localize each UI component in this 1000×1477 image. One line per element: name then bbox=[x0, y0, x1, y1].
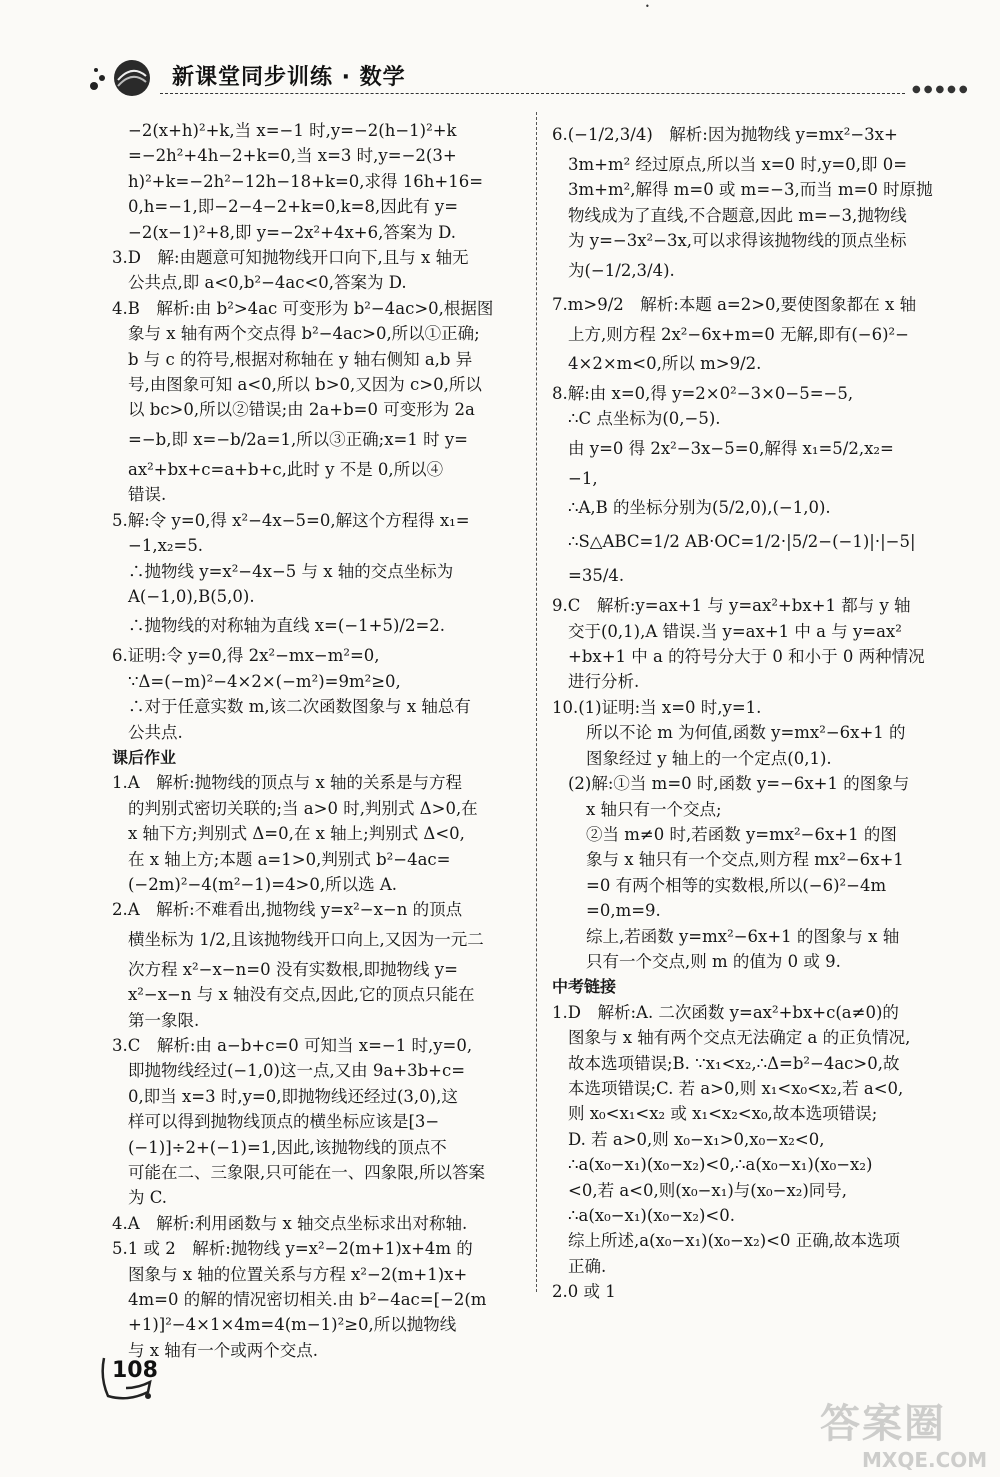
answer-line: ∴抛物线的对称轴为直线 x=(−1+5)/2=2. bbox=[128, 616, 446, 636]
answer-line: 1.D 解析:A. 二次函数 y=ax²+bx+c(a≠0)的 bbox=[552, 1002, 899, 1022]
answer-line: 5.1 或 2 解析:抛物线 y=x²−2(m+1)x+4m 的 bbox=[112, 1239, 473, 1259]
book-logo-icon bbox=[88, 56, 158, 100]
header-rule bbox=[160, 93, 905, 94]
answer-line: (2)解:①当 m=0 时,函数 y=−6x+1 的图象与 bbox=[568, 774, 910, 794]
answer-line: 9.C 解析:y=ax+1 与 y=ax²+bx+1 都与 y 轴 bbox=[552, 596, 911, 616]
answer-line: 为 C. bbox=[128, 1188, 168, 1208]
answer-line: ∴对于任意实数 m,该二次函数图象与 x 轴总有 bbox=[128, 697, 471, 717]
answer-line: −1, bbox=[568, 468, 598, 488]
answer-line: =35/4. bbox=[568, 566, 625, 586]
answer-line: 0,h=−1,即−2−4−2+k=0,k=8,因此有 y= bbox=[128, 197, 459, 217]
left-column bbox=[112, 118, 522, 1363]
answer-line: (−2m)²−4(m²−1)=4>0,所以选 A. bbox=[128, 874, 398, 894]
answer-line: ∴a(x₀−x₁)(x₀−x₂)<0,∴a(x₀−x₁)(x₀−x₂) bbox=[568, 1155, 873, 1175]
answer-line: 图象与 x 轴有两个交点无法确定 a 的正负情况, bbox=[568, 1028, 911, 1048]
answer-line: 综上所述,a(x₀−x₁)(x₀−x₂)<0 正确,故本选项 bbox=[568, 1231, 900, 1251]
answer-line: 公共点. bbox=[128, 722, 183, 742]
answer-line: 图象与 x 轴的位置关系与方程 x²−2(m+1)x+ bbox=[128, 1264, 468, 1284]
answer-line: 号,由图象可知 a<0,所以 b>0,又因为 c>0,所以 bbox=[128, 375, 482, 395]
page-header bbox=[0, 0, 1000, 110]
answer-line: 次方程 x²−x−n=0 没有实数根,即抛物线 y= bbox=[128, 959, 458, 979]
answer-line: 样可以得到抛物线顶点的横坐标应该是[3− bbox=[128, 1112, 440, 1132]
answer-line: 6.证明:令 y=0,得 2x²−mx−m²=0, bbox=[112, 646, 380, 666]
answer-line: +bx+1 中 a 的符号分大于 0 和小于 0 两种情况 bbox=[568, 647, 925, 667]
watermark-url: MXQE.COM bbox=[862, 1448, 988, 1472]
answer-line: 1.A 解析:抛物线的顶点与 x 轴的关系是与方程 bbox=[112, 773, 463, 793]
answer-line: 图象经过 y 轴上的一个定点(0,1). bbox=[586, 748, 832, 768]
answer-line: =−2h²+4h−2+k=0,当 x=3 时,y=−2(3+ bbox=[128, 146, 457, 166]
section-heading: 课后作业 bbox=[112, 747, 177, 767]
answer-line: 正确. bbox=[568, 1256, 607, 1276]
answer-line: 6.(−1/2,3/4) 解析:因为抛物线 y=mx²−3x+ bbox=[552, 125, 898, 144]
answer-line: 则 x₀<x₁<x₂ 或 x₁<x₂<x₀,故本选项错误; bbox=[568, 1104, 878, 1124]
right-column bbox=[552, 118, 964, 1305]
book-title: 新课堂同步训练 · 数学 bbox=[172, 65, 406, 90]
answer-line: 即抛物线经过(−1,0)这一点,又由 9a+3b+c= bbox=[128, 1061, 466, 1081]
answer-line: x 轴只有一个交点; bbox=[586, 799, 722, 819]
page-number: 108 bbox=[112, 1358, 158, 1383]
column-divider bbox=[536, 112, 537, 1292]
scan-speck: • bbox=[645, 2, 650, 11]
answer-line: 5.解:令 y=0,得 x²−4x−5=0,解这个方程得 x₁= bbox=[112, 510, 470, 530]
answer-line: ∴S△ABC=1/2 AB·OC=1/2·|5/2−(−1)|·|−5| bbox=[568, 532, 916, 552]
answer-line: <0,若 a<0,则(x₀−x₁)与(x₀−x₂)同号, bbox=[568, 1180, 848, 1200]
header-dots: ●●●●● bbox=[912, 84, 971, 95]
answer-line: D. 若 a>0,则 x₀−x₁>0,x₀−x₂<0, bbox=[568, 1129, 825, 1149]
answer-line: =0,m=9. bbox=[586, 901, 661, 921]
answer-line: −2(x−1)²+8,即 y=−2x²+4x+6,答案为 D. bbox=[128, 222, 456, 242]
answer-line: 4.B 解析:由 b²>4ac 可变形为 b²−4ac>0,根据图 bbox=[112, 298, 494, 318]
answer-line: 象与 x 轴只有一个交点,则方程 mx²−6x+1 bbox=[586, 850, 904, 870]
answer-line: x²−x−n 与 x 轴没有交点,因此,它的顶点只能在 bbox=[128, 985, 475, 1005]
answer-line: 3m+m²,解得 m=0 或 m=−3,而当 m=0 时原抛 bbox=[568, 180, 933, 200]
answer-line: ∵Δ=(−m)²−4×2×(−m²)=9m²≥0, bbox=[128, 671, 401, 691]
answer-line: 物线成为了直线,不合题意,因此 m=−3,抛物线 bbox=[568, 205, 907, 225]
answer-line: ∴a(x₀−x₁)(x₀−x₂)<0. bbox=[568, 1206, 735, 1225]
answer-line: 本选项错误;C. 若 a>0,则 x₁<x₀<x₂,若 a<0, bbox=[568, 1078, 904, 1098]
answer-line: 3.C 解析:由 a−b+c=0 可知当 x=−1 时,y=0, bbox=[112, 1036, 473, 1055]
answer-line: 交于(0,1),A 错误.当 y=ax+1 中 a 与 y=ax² bbox=[568, 621, 902, 641]
answer-line: x 轴下方;判别式 Δ=0,在 x 轴上;判别式 Δ<0, bbox=[128, 824, 465, 844]
answer-line: ∴抛物线 y=x²−4x−5 与 x 轴的交点坐标为 bbox=[128, 561, 454, 581]
answer-line: ②当 m≠0 时,若函数 y=mx²−6x+1 的图 bbox=[586, 824, 897, 844]
answer-line: −2(x+h)²+k,当 x=−1 时,y=−2(h−1)²+k bbox=[128, 121, 457, 140]
answer-line: 为(−1/2,3/4). bbox=[568, 260, 675, 280]
answer-line: 综上,若函数 y=mx²−6x+1 的图象与 x 轴 bbox=[586, 926, 900, 946]
answer-line: ∴A,B 的坐标分别为(5/2,0),(−1,0). bbox=[568, 498, 831, 518]
answer-line: =−b,即 x=−b/2a=1,所以③正确;x=1 时 y= bbox=[128, 429, 469, 449]
answer-line: 故本选项错误;B. ∵x₁<x₂,∴Δ=b²−4ac>0,故 bbox=[568, 1053, 900, 1073]
answer-line: 以 bc>0,所以②错误;由 2a+b=0 可变形为 2a bbox=[128, 400, 475, 420]
answer-line: 10.(1)证明:当 x=0 时,y=1. bbox=[552, 697, 762, 717]
answer-line: 可能在二、三象限,只可能在一、四象限,所以答案 bbox=[128, 1163, 485, 1183]
answer-line: h)²+k=−2h²−12h−18+k=0,求得 16h+16= bbox=[128, 171, 484, 191]
answer-line: 进行分析. bbox=[568, 672, 640, 692]
answer-line: 与 x 轴有一个或两个交点. bbox=[128, 1340, 319, 1360]
answer-line: 3m+m² 经过原点,所以当 x=0 时,y=0,即 0= bbox=[568, 155, 908, 174]
watermark-logo: 答案圈 bbox=[820, 1401, 946, 1447]
answer-line: b 与 c 的符号,根据对称轴在 y 轴右侧知 a,b 异 bbox=[128, 349, 473, 369]
answer-line: 的判别式密切关联的;当 a>0 时,判别式 Δ>0,在 bbox=[128, 798, 478, 818]
answer-line: 错误. bbox=[128, 485, 167, 505]
answer-line: 横坐标为 1/2,且该抛物线开口向上,又因为一元二 bbox=[128, 929, 484, 949]
answer-line: 0,即当 x=3 时,y=0,即抛物线还经过(3,0),这 bbox=[128, 1086, 458, 1106]
answer-line: (−1)]÷2+(−1)=1,因此,该抛物线的顶点不 bbox=[128, 1137, 447, 1157]
answer-line: A(−1,0),B(5,0). bbox=[128, 586, 255, 606]
answer-line: 上方,则方程 2x²−6x+m=0 无解,即有(−6)²− bbox=[568, 324, 909, 344]
section-heading: 中考链接 bbox=[552, 977, 617, 997]
answer-line: 4×2×m<0,所以 m>9/2. bbox=[568, 354, 762, 374]
answer-line: 4.A 解析:利用函数与 x 轴交点坐标求出对称轴. bbox=[112, 1213, 468, 1233]
answer-line: 由 y=0 得 2x²−3x−5=0,解得 x₁=5/2,x₂= bbox=[568, 438, 894, 458]
answer-line: +1)]²−4×1×4m=4(m−1)²≥0,所以抛物线 bbox=[128, 1315, 457, 1335]
answer-line: 8.解:由 x=0,得 y=2×0²−3×0−5=−5, bbox=[552, 384, 854, 404]
answer-line: 4m=0 的解的情况密切相关.由 b²−4ac=[−2(m bbox=[128, 1290, 487, 1310]
answer-line: 2.0 或 1 bbox=[552, 1282, 616, 1302]
answer-line: 第一象限. bbox=[128, 1010, 200, 1030]
answer-line: 公共点,即 a<0,b²−4ac<0,答案为 D. bbox=[128, 273, 407, 293]
answer-line: ∴C 点坐标为(0,−5). bbox=[568, 409, 721, 429]
answer-line: 在 x 轴上方;本题 a=1>0,判别式 b²−4ac= bbox=[128, 849, 451, 869]
answer-line: =0 有两个相等的实数根,所以(−6)²−4m bbox=[586, 875, 887, 895]
answer-line: 2.A 解析:不难看出,抛物线 y=x²−x−n 的顶点 bbox=[112, 900, 463, 920]
answer-line: 7.m>9/2 解析:本题 a=2>0,要使图象都在 x 轴 bbox=[552, 294, 917, 314]
answer-line: 所以不论 m 为何值,函数 y=mx²−6x+1 的 bbox=[586, 723, 906, 743]
answer-line: 象与 x 轴有两个交点得 b²−4ac>0,所以①正确; bbox=[128, 324, 480, 344]
answer-line: −1,x₂=5. bbox=[128, 536, 204, 556]
answer-line: ax²+bx+c=a+b+c,此时 y 不是 0,所以④ bbox=[128, 459, 444, 479]
answer-line: 只有一个交点,则 m 的值为 0 或 9. bbox=[586, 951, 841, 971]
answer-line: 3.D 解:由题意可知抛物线开口向下,且与 x 轴无 bbox=[112, 248, 469, 268]
answer-line: 为 y=−3x²−3x,可以求得该抛物线的顶点坐标 bbox=[568, 231, 907, 251]
